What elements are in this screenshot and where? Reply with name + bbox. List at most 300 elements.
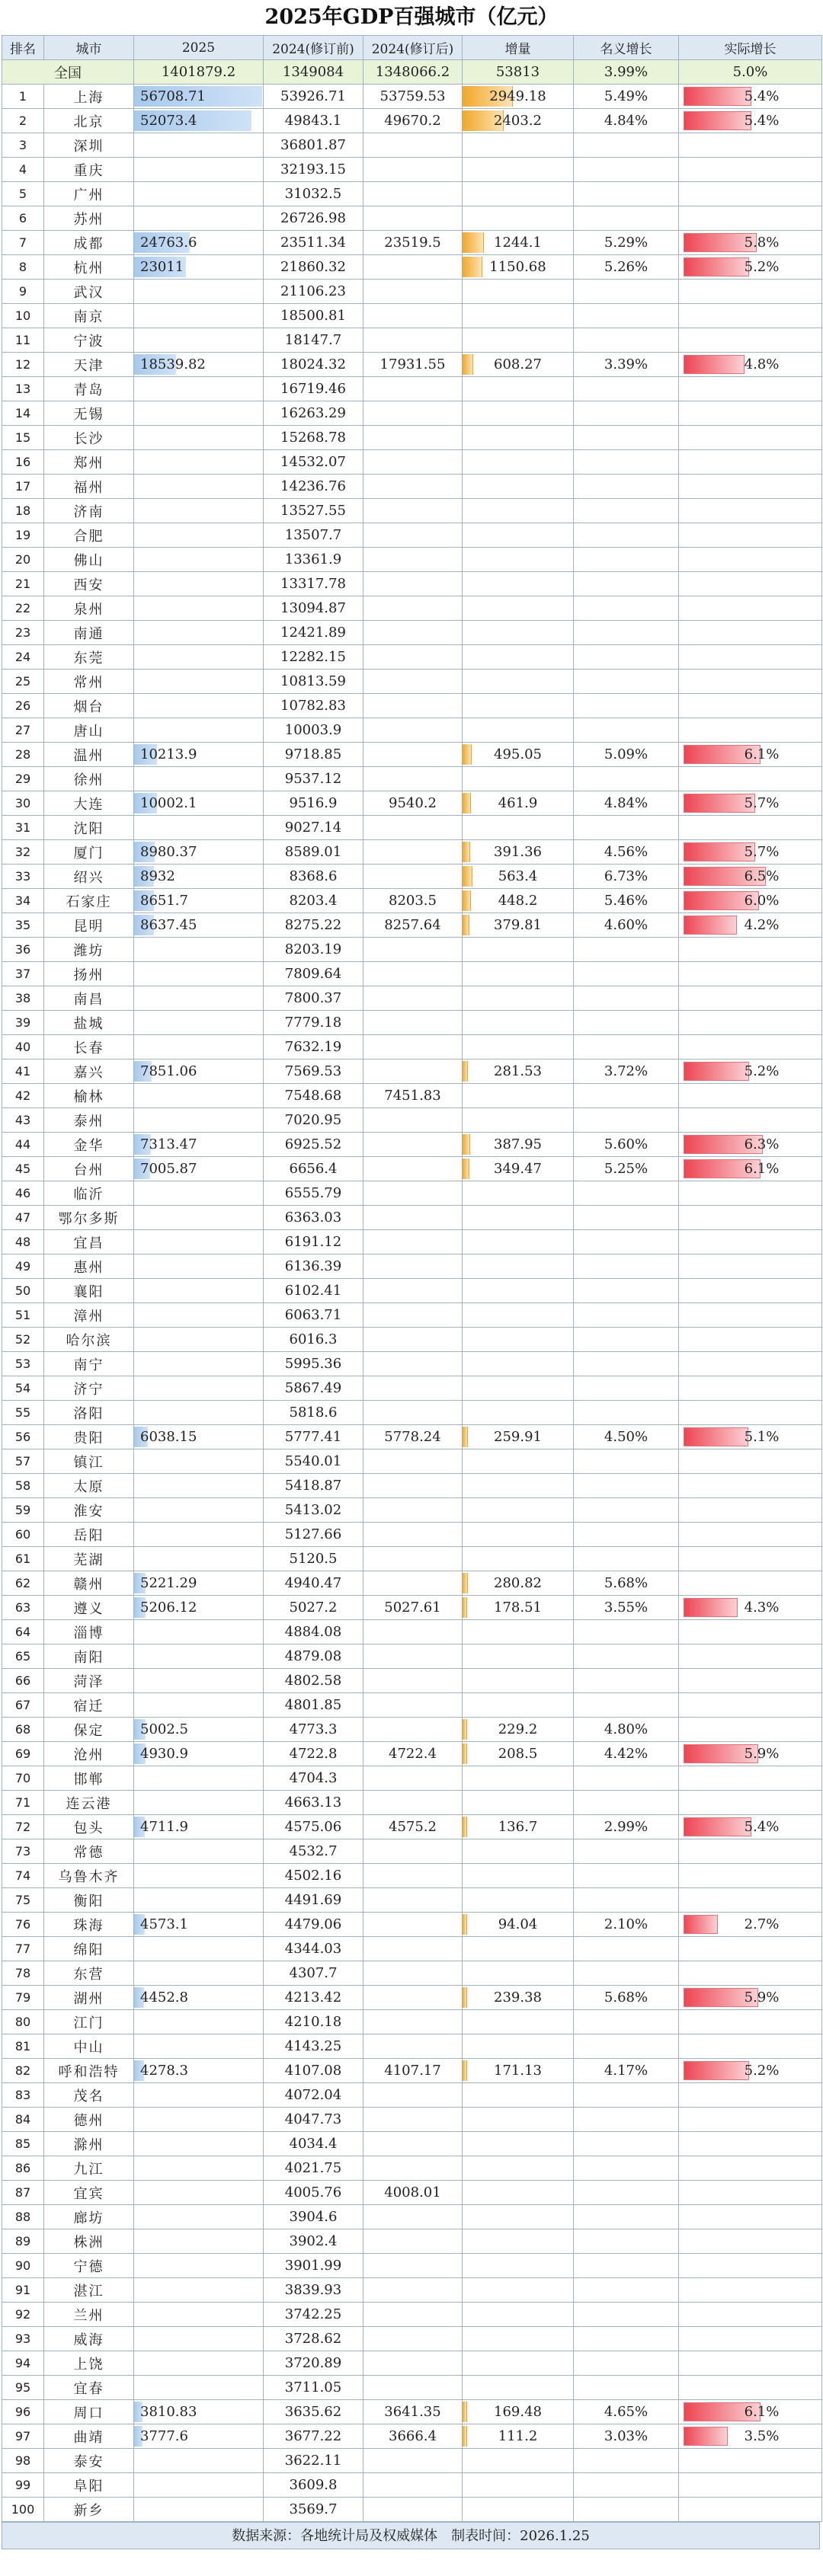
increment-cell <box>463 2424 574 2449</box>
city-cell: 太原 <box>44 1474 134 1498</box>
city-cell: 沧州 <box>44 1742 134 1766</box>
gdp2024-pre-cell: 4143.25 <box>264 2034 363 2059</box>
city-cell: 衡阳 <box>44 1888 134 1913</box>
real-growth-cell <box>679 1961 822 1986</box>
rank-cell: 84 <box>2 2108 44 2132</box>
nominal-growth-cell: 5.29% <box>574 231 679 255</box>
nominal-growth-cell <box>574 523 679 548</box>
gdp2025-value: 10213.9 <box>140 746 197 762</box>
nominal-growth-cell <box>574 1254 679 1279</box>
gdp2025-value: 4930.9 <box>140 1746 188 1762</box>
real-growth-value: 5.4% <box>744 113 780 129</box>
increment-bar <box>463 1987 467 2008</box>
real-growth-cell <box>679 328 822 353</box>
city-cell: 常州 <box>44 670 134 694</box>
gdp2025-cell <box>134 1718 264 1742</box>
gdp2025-cell <box>134 865 264 889</box>
city-cell: 宁波 <box>44 328 134 353</box>
city-cell: 苏州 <box>44 206 134 231</box>
increment-cell <box>463 2327 574 2351</box>
table-row <box>2 1254 822 1279</box>
real-growth-cell <box>679 1352 822 1376</box>
nominal-growth-cell <box>574 1206 679 1230</box>
city-cell: 北京 <box>44 109 134 133</box>
gdp2024-post-cell <box>363 840 463 865</box>
gdp2024-post-cell <box>363 645 463 670</box>
gdp2024-pre-cell: 3677.22 <box>264 2424 363 2449</box>
gdp2024-post-cell <box>363 2254 463 2278</box>
increment-bar <box>463 1061 468 1082</box>
real-growth-cell <box>679 1108 822 1133</box>
increment-cell <box>463 718 574 743</box>
increment-value: 229.2 <box>498 1721 538 1737</box>
city-cell: 贵阳 <box>44 1425 134 1449</box>
gdp2024-post-cell <box>363 670 463 694</box>
increment-cell <box>463 133 574 158</box>
gdp2024-post-cell <box>363 2376 463 2400</box>
nominal-growth-cell <box>574 2010 679 2034</box>
gdp2025-cell <box>134 938 264 962</box>
gdp2024-pre-cell: 9718.85 <box>264 743 363 767</box>
city-cell: 岳阳 <box>44 1523 134 1547</box>
real-growth-cell <box>679 1279 822 1303</box>
increment-cell <box>463 2156 574 2181</box>
increment-cell <box>463 1693 574 1718</box>
table-row <box>2 1474 822 1498</box>
rank-cell: 91 <box>2 2278 44 2303</box>
city-cell: 保定 <box>44 1718 134 1742</box>
nominal-growth-cell <box>574 718 679 743</box>
city-cell: 济宁 <box>44 1376 134 1401</box>
rank-cell: 69 <box>2 1742 44 1766</box>
city-cell: 大连 <box>44 791 134 816</box>
gdp2024-pre-cell: 6363.03 <box>264 1206 363 1230</box>
increment-cell <box>463 1279 574 1303</box>
gdp2025-value: 8932 <box>140 868 175 884</box>
gdp2024-post-cell <box>363 255 463 280</box>
rank-cell: 38 <box>2 986 44 1011</box>
rank-cell: 98 <box>2 2449 44 2473</box>
gdp2024-pre-cell: 6016.3 <box>264 1328 363 1352</box>
nominal-growth-cell <box>574 2303 679 2327</box>
gdp2024-pre-cell: 3720.89 <box>264 2351 363 2376</box>
gdp2024-post-cell <box>363 1523 463 1547</box>
increment-bar <box>463 1743 467 1764</box>
real-growth-cell <box>679 1547 822 1571</box>
city-cell: 威海 <box>44 2327 134 2351</box>
gdp2024-pre-cell: 5027.2 <box>264 1596 363 1620</box>
city-cell: 杭州 <box>44 255 134 280</box>
gdp2024-pre-cell: 7809.64 <box>264 962 363 986</box>
gdp2024-pre-cell: 6136.39 <box>264 1254 363 1279</box>
gdp2024-pre-cell: 16719.46 <box>264 377 363 401</box>
increment-value: 178.51 <box>494 1600 542 1616</box>
gdp2025-cell <box>134 1108 264 1133</box>
city-cell: 绵阳 <box>44 1937 134 1961</box>
gdp2024-post-cell <box>363 2132 463 2156</box>
city-cell: 徐州 <box>44 767 134 791</box>
gdp2025-cell <box>134 304 264 328</box>
gdp2025-cell <box>134 109 264 133</box>
increment-value: 94.04 <box>498 1916 538 1932</box>
increment-cell <box>463 816 574 840</box>
increment-cell <box>463 1815 574 1839</box>
city-cell: 深圳 <box>44 133 134 158</box>
table-row <box>2 401 822 426</box>
gdp2025-cell <box>134 718 264 743</box>
gdp2024-post-cell <box>363 572 463 596</box>
nominal-growth-cell <box>574 1547 679 1571</box>
rank-cell: 99 <box>2 2473 44 2498</box>
gdp2025-value: 52073.4 <box>140 113 197 129</box>
rank-cell: 71 <box>2 1791 44 1815</box>
gdp2024-pre-cell: 8368.6 <box>264 865 363 889</box>
rank-cell: 20 <box>2 548 44 572</box>
increment-value: 171.13 <box>494 2063 542 2079</box>
gdp2024-pre-cell: 4072.04 <box>264 2083 363 2108</box>
real-growth-cell <box>679 816 822 840</box>
table-row <box>2 206 822 231</box>
table-row <box>2 743 822 767</box>
gdp2024-post-cell: 9540.2 <box>363 791 463 816</box>
gdp2024-post-cell <box>363 1791 463 1815</box>
gdp2024-post-cell <box>363 694 463 718</box>
real-growth-cell <box>679 938 822 962</box>
gdp2024-post-cell <box>363 2083 463 2108</box>
rank-cell: 49 <box>2 1254 44 1279</box>
nominal-growth-cell <box>574 572 679 596</box>
increment-cell <box>463 1449 574 1474</box>
gdp2024-post-cell <box>363 1864 463 1888</box>
table-row <box>2 523 822 548</box>
gdp2024-pre-cell: 4047.73 <box>264 2108 363 2132</box>
gdp2025-cell <box>134 1766 264 1791</box>
increment-cell <box>463 1254 574 1279</box>
real-growth-cell <box>679 1059 822 1084</box>
gdp2025-cell <box>134 1693 264 1718</box>
table-row <box>2 1644 822 1669</box>
gdp2024-pre-cell: 6063.71 <box>264 1303 363 1328</box>
increment-bar <box>463 1597 467 1618</box>
real-growth-cell <box>679 1303 822 1328</box>
rank-cell: 82 <box>2 2059 44 2083</box>
gdp2024-post-cell: 4575.2 <box>363 1815 463 1839</box>
table-row <box>2 2083 822 2108</box>
gdp2024-pre-cell: 9027.14 <box>264 816 363 840</box>
gdp2024-pre-cell: 8203.4 <box>264 889 363 913</box>
gdp2024-post-cell <box>363 621 463 645</box>
city-cell: 东莞 <box>44 645 134 670</box>
city-cell: 沈阳 <box>44 816 134 840</box>
gdp2024-pre-cell: 6191.12 <box>264 1230 363 1254</box>
rank-cell: 19 <box>2 523 44 548</box>
increment-cell <box>463 523 574 548</box>
real-growth-cell <box>679 2424 822 2449</box>
nominal-growth-cell: 4.84% <box>574 109 679 133</box>
city-cell: 宜春 <box>44 2376 134 2400</box>
city-cell: 呼和浩特 <box>44 2059 134 2083</box>
increment-bar <box>463 257 482 277</box>
gdp2024-post-cell <box>363 743 463 767</box>
gdp2024-pre-cell: 4704.3 <box>264 1766 363 1791</box>
city-cell: 宁德 <box>44 2254 134 2278</box>
nominal-growth-cell <box>574 426 679 450</box>
increment-value: 461.9 <box>498 795 538 811</box>
rank-cell: 11 <box>2 328 44 353</box>
increment-cell <box>463 231 574 255</box>
real-growth-value: 5.9% <box>744 1990 780 2006</box>
rank-cell: 57 <box>2 1449 44 1474</box>
city-cell: 包头 <box>44 1815 134 1839</box>
increment-bar <box>463 866 472 887</box>
nominal-growth-cell <box>574 2278 679 2303</box>
increment-cell <box>463 304 574 328</box>
gdp2024-pre-cell: 4773.3 <box>264 1718 363 1742</box>
rank-cell: 31 <box>2 816 44 840</box>
real-growth-cell <box>679 1376 822 1401</box>
real-growth-cell <box>679 353 822 377</box>
nominal-growth-cell <box>574 1937 679 1961</box>
gdp2024-pre-cell: 4802.58 <box>264 1669 363 1693</box>
nominal-growth-cell <box>574 548 679 572</box>
rank-cell: 22 <box>2 596 44 621</box>
rank-cell: 97 <box>2 2424 44 2449</box>
city-cell: 襄阳 <box>44 1279 134 1303</box>
table-row <box>2 1571 822 1596</box>
header-rank: 排名 <box>2 36 44 60</box>
gdp2025-cell <box>134 1913 264 1937</box>
real-growth-cell <box>679 1986 822 2010</box>
nominal-growth-cell <box>574 2254 679 2278</box>
gdp2024-pre-cell: 4502.16 <box>264 1864 363 1888</box>
nominal-growth-cell <box>574 1401 679 1425</box>
increment-cell <box>463 475 574 499</box>
city-cell: 东营 <box>44 1961 134 1986</box>
real-growth-value: 5.7% <box>744 795 780 811</box>
real-growth-cell <box>679 1839 822 1864</box>
gdp2024-post-cell <box>363 2034 463 2059</box>
real-growth-value: 5.8% <box>744 235 780 251</box>
rank-cell: 63 <box>2 1596 44 1620</box>
increment-cell <box>463 1206 574 1230</box>
real-growth-cell <box>679 499 822 523</box>
nominal-growth-cell: 6.73% <box>574 865 679 889</box>
rank-cell: 15 <box>2 426 44 450</box>
gdp2024-post-cell <box>363 1230 463 1254</box>
rank-cell: 55 <box>2 1401 44 1425</box>
table-row <box>2 450 822 475</box>
real-growth-cell <box>679 913 822 938</box>
increment-cell <box>463 1839 574 1864</box>
increment-cell <box>463 1718 574 1742</box>
rank-cell: 30 <box>2 791 44 816</box>
increment-cell <box>463 1766 574 1791</box>
nominal-growth-cell: 4.17% <box>574 2059 679 2083</box>
increment-cell <box>463 328 574 353</box>
rank-cell: 66 <box>2 1669 44 1693</box>
rank-cell: 78 <box>2 1961 44 1986</box>
rank-cell: 8 <box>2 255 44 280</box>
table-row <box>2 2473 822 2498</box>
gdp2024-post-cell <box>363 2449 463 2473</box>
gdp2025-cell <box>134 2229 264 2254</box>
nominal-growth-cell <box>574 1449 679 1474</box>
real-growth-cell <box>679 1669 822 1693</box>
real-growth-value: 4.2% <box>744 917 780 933</box>
nominal-growth-cell: 2.99% <box>574 1815 679 1839</box>
gdp2024-post-cell <box>363 1303 463 1328</box>
increment-value: 239.38 <box>494 1990 542 2006</box>
table-row <box>2 1864 822 1888</box>
nominal-growth-cell: 4.50% <box>574 1425 679 1449</box>
real-growth-value: 6.1% <box>744 746 780 762</box>
gdp2024-pre-cell: 7020.95 <box>264 1108 363 1133</box>
gdp2024-post-cell: 17931.55 <box>363 353 463 377</box>
real-growth-value: 6.3% <box>744 1136 780 1152</box>
table-row <box>2 1449 822 1474</box>
increment-cell <box>463 1937 574 1961</box>
rank-cell: 14 <box>2 401 44 426</box>
nominal-growth-cell <box>574 2034 679 2059</box>
nominal-growth-cell <box>574 2181 679 2205</box>
table-row <box>2 1839 822 1864</box>
gdp2024-post-cell: 4008.01 <box>363 2181 463 2205</box>
city-cell: 金华 <box>44 1133 134 1157</box>
gdp2025-cell <box>134 1449 264 1474</box>
rank-cell: 72 <box>2 1815 44 1839</box>
table-row <box>2 2498 822 2522</box>
city-cell: 遵义 <box>44 1596 134 1620</box>
table-row <box>2 1084 822 1108</box>
gdp2025-cell <box>134 2034 264 2059</box>
increment-cell <box>463 694 574 718</box>
gdp2024-pre-cell: 5818.6 <box>264 1401 363 1425</box>
gdp2025-cell <box>134 621 264 645</box>
gdp2025-value: 7313.47 <box>140 1136 197 1152</box>
city-cell: 滁州 <box>44 2132 134 2156</box>
nominal-growth-cell <box>574 1230 679 1254</box>
real-growth-value: 5.4% <box>744 1819 780 1835</box>
increment-value: 259.91 <box>494 1429 542 1445</box>
real-growth-cell <box>679 523 822 548</box>
gdp2024-post-cell <box>363 1766 463 1791</box>
rank-cell: 79 <box>2 1986 44 2010</box>
increment-cell <box>463 2473 574 2498</box>
increment-bar <box>463 2426 467 2447</box>
gdp2025-cell <box>134 231 264 255</box>
gdp2024-pre-cell: 18500.81 <box>264 304 363 328</box>
city-cell: 南昌 <box>44 986 134 1011</box>
increment-cell <box>463 1571 574 1596</box>
rank-cell: 86 <box>2 2156 44 2181</box>
gdp2025-cell <box>134 840 264 865</box>
gdp2024-post-cell: 3666.4 <box>363 2424 463 2449</box>
city-cell: 重庆 <box>44 158 134 182</box>
increment-cell <box>463 2498 574 2522</box>
table-row <box>2 255 822 280</box>
national-nominal-growth: 3.99% <box>574 60 679 85</box>
increment-cell <box>463 2132 574 2156</box>
gdp2024-pre-cell: 4491.69 <box>264 1888 363 1913</box>
real-growth-cell <box>679 304 822 328</box>
city-cell: 镇江 <box>44 1449 134 1474</box>
real-growth-cell <box>679 962 822 986</box>
gdp2024-post-cell <box>363 499 463 523</box>
real-growth-value: 5.4% <box>744 88 780 104</box>
real-growth-cell <box>679 133 822 158</box>
increment-value: 495.05 <box>494 746 542 762</box>
gdp2024-pre-cell: 7779.18 <box>264 1011 363 1035</box>
table-row <box>2 694 822 718</box>
gdp2025-cell <box>134 1279 264 1303</box>
table-row <box>2 2181 822 2205</box>
gdp2025-cell <box>134 1303 264 1328</box>
gdp2025-value: 4452.8 <box>140 1990 188 2006</box>
nominal-growth-cell <box>574 2473 679 2498</box>
rank-cell: 67 <box>2 1693 44 1718</box>
nominal-growth-cell <box>574 2498 679 2522</box>
gdp2024-pre-cell: 3622.11 <box>264 2449 363 2473</box>
rank-cell: 83 <box>2 2083 44 2108</box>
increment-cell <box>463 1303 574 1328</box>
increment-value: 1150.68 <box>489 259 546 275</box>
gdp2025-value: 4573.1 <box>140 1916 188 1932</box>
gdp2024-post-cell <box>363 962 463 986</box>
rank-cell: 26 <box>2 694 44 718</box>
gdp2025-cell <box>134 1620 264 1644</box>
real-growth-cell <box>679 280 822 304</box>
gdp2024-pre-cell: 3711.05 <box>264 2376 363 2400</box>
increment-cell <box>463 2083 574 2108</box>
real-growth-cell <box>679 1888 822 1913</box>
real-growth-cell <box>679 548 822 572</box>
gdp2025-cell <box>134 1181 264 1206</box>
gdp2024-post-cell <box>363 1620 463 1644</box>
gdp2024-post-cell <box>363 158 463 182</box>
city-cell: 武汉 <box>44 280 134 304</box>
nominal-growth-cell <box>574 767 679 791</box>
city-cell: 中山 <box>44 2034 134 2059</box>
increment-cell <box>463 1425 574 1449</box>
city-cell: 扬州 <box>44 962 134 986</box>
nominal-growth-cell <box>574 2229 679 2254</box>
real-growth-cell <box>679 694 822 718</box>
increment-value: 169.48 <box>494 2404 542 2420</box>
increment-bar <box>463 1719 467 1740</box>
nominal-growth-cell <box>574 962 679 986</box>
table-row <box>2 791 822 816</box>
gdp2024-pre-cell: 16263.29 <box>264 401 363 426</box>
gdp2024-post-cell <box>363 1011 463 1035</box>
increment-cell <box>463 1474 574 1498</box>
gdp2024-pre-cell: 5777.41 <box>264 1425 363 1449</box>
gdp2024-post-cell <box>363 2327 463 2351</box>
gdp2025-cell <box>134 1011 264 1035</box>
gdp2025-cell <box>134 2083 264 2108</box>
gdp2025-cell <box>134 426 264 450</box>
increment-cell <box>463 572 574 596</box>
gdp2025-cell <box>134 1961 264 1986</box>
rank-cell: 73 <box>2 1839 44 1864</box>
nominal-growth-cell: 4.65% <box>574 2400 679 2424</box>
rank-cell: 13 <box>2 377 44 401</box>
real-growth-cell <box>679 2205 822 2229</box>
increment-cell <box>463 938 574 962</box>
real-growth-cell <box>679 158 822 182</box>
gdp2025-cell <box>134 791 264 816</box>
table-row <box>2 986 822 1011</box>
nominal-growth-cell: 5.68% <box>574 1571 679 1596</box>
